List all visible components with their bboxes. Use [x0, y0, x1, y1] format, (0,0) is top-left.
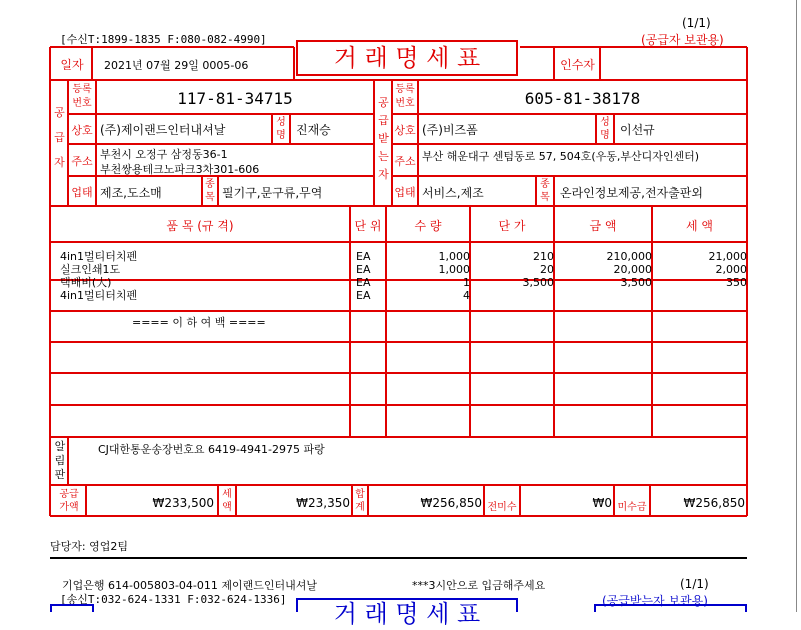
table-row-item: 택배비(大) — [60, 276, 112, 289]
table-row-tax: 350 — [726, 276, 747, 289]
supplier-item-label: 종 목 — [205, 179, 215, 203]
buyer-ceo-label: 성 명 — [600, 117, 610, 141]
buyer-reg-label: 등록 번호 — [395, 84, 415, 109]
second-form-box-right — [594, 604, 747, 612]
supplier-reg-label: 등록 번호 — [72, 84, 92, 109]
col-header-price: 단 가 — [498, 219, 526, 233]
date-value: 2021년 07월 29일 0005-06 — [104, 59, 249, 72]
col-header-tax: 세 액 — [686, 219, 713, 233]
notice-label: 알 림 판 — [54, 440, 66, 481]
table-row-qty: 1,000 — [438, 263, 470, 276]
supplier-reg-no: 117-81-34715 — [177, 89, 293, 108]
doc-title: 거 래 명 세 표 — [296, 40, 518, 76]
prev-value: ₩0 — [592, 496, 612, 510]
supplier-ceo-label: 성 명 — [276, 117, 286, 141]
unpaid-value: ₩256,850 — [683, 496, 745, 510]
buyer-item-label: 종 목 — [540, 179, 550, 203]
supplier-addr-label: 주소 — [71, 155, 93, 168]
table-row-price: 3,500 — [522, 276, 554, 289]
table-row-item: 4in1멀티터치펜 — [60, 289, 138, 302]
copy-label-2: (공급받는자 보관용) — [602, 594, 708, 608]
unpaid-label: 미수금 — [617, 502, 647, 513]
supplier-addr-1: 부천시 오정구 삼정동36-1 — [100, 148, 228, 161]
amount-column — [554, 250, 652, 289]
cut-line — [50, 557, 747, 559]
supply-value: ₩233,500 — [152, 496, 214, 510]
supplier-name-label: 상호 — [71, 124, 93, 137]
supplier-biz: 제조,도소매 — [100, 186, 162, 200]
buyer-name: (주)비즈폼 — [422, 123, 478, 137]
buyer-biz-label: 업태 — [394, 186, 416, 199]
table-row-price: 20 — [540, 263, 554, 276]
supplier-name: (주)제이랜드인터내셔날 — [100, 123, 226, 137]
supply-label: 공급 가액 — [59, 489, 79, 513]
buyer-biz: 서비스,제조 — [422, 186, 484, 200]
doc-title-2-box — [296, 598, 518, 628]
table-row-tax: 2,000 — [715, 263, 747, 276]
table-row-amount: 3,500 — [620, 276, 652, 289]
bank-note: ***3시안으로 입금해주세요 — [412, 579, 546, 592]
buyer-ceo: 이선규 — [620, 123, 655, 137]
table-row-qty: 1,000 — [438, 250, 470, 263]
table-row-price: 210 — [533, 250, 554, 263]
supplier-biz-label: 업태 — [71, 186, 93, 199]
end-marker: ==== 이 하 여 백 ==== — [132, 316, 266, 329]
second-form-box-left — [50, 604, 94, 612]
col-header-amount: 금 액 — [589, 219, 617, 233]
qty-column — [386, 250, 470, 302]
notice-text: CJ대한통운송장번호요 6419-4941-2975 파랑 — [98, 443, 325, 456]
buyer-side-label: 공 급 받 는 자 — [378, 96, 389, 181]
doc-title-2: 거 래 명 세 표 — [333, 600, 481, 628]
manager: 담당자: 영업2팀 — [50, 540, 128, 553]
table-row-qty: 1 — [463, 276, 470, 289]
fax-line: [수신T:1899-1835 F:080-082-4990] — [60, 33, 267, 46]
table-row-unit: EA — [356, 263, 371, 276]
supplier-side-label: 공 급 자 — [54, 106, 65, 169]
fax-line-2: [송신T:032-624-1331 F:032-624-1336] — [60, 593, 287, 606]
table-row-unit: EA — [356, 250, 371, 263]
page-number: (1/1) — [682, 16, 711, 30]
sum-label: 합 계 — [355, 489, 365, 513]
table-row-amount: 210,000 — [606, 250, 652, 263]
recipient-label: 인수자 — [560, 58, 595, 72]
tax-value: ₩23,350 — [296, 496, 350, 510]
table-row-amount: 20,000 — [613, 263, 652, 276]
table-row-item: 실크인쇄1도 — [60, 263, 121, 276]
prev-label: 전미수 — [487, 502, 517, 513]
tax-column — [652, 250, 747, 289]
col-header-unit: 단 위 — [354, 219, 382, 233]
price-column — [470, 250, 554, 289]
item-column — [60, 250, 137, 302]
bank-info: 기업은행 614-005803-04-011 제이랜드인터내셔날 — [62, 579, 318, 592]
table-row-unit: EA — [356, 276, 371, 289]
buyer-item: 온라인정보제공,전자출판외 — [560, 186, 703, 200]
buyer-name-label: 상호 — [394, 124, 416, 137]
buyer-reg-no: 605-81-38178 — [524, 89, 641, 108]
table-row-tax: 21,000 — [708, 250, 747, 263]
col-header-qty: 수 량 — [414, 219, 442, 233]
supplier-addr-2: 부천쌍용테크노파크3차301-606 — [100, 163, 260, 176]
table-row-qty: 4 — [463, 289, 470, 302]
buyer-addr-label: 주소 — [394, 155, 416, 168]
buyer-addr: 부산 해운대구 센텀동로 57, 504호(우동,부산디자인센터) — [422, 150, 700, 163]
copy-label: (공급자 보관용) — [641, 33, 724, 47]
col-header-item: 품 목 (규 격) — [166, 219, 234, 233]
supplier-item: 필기구,문구류,무역 — [222, 186, 323, 200]
tax-label: 세 액 — [222, 489, 232, 513]
supplier-ceo: 진재승 — [296, 123, 331, 137]
table-row-item: 4in1멀티터치펜 — [60, 250, 138, 263]
date-label: 일자 — [60, 58, 84, 72]
sum-value: ₩256,850 — [420, 496, 482, 510]
page-number-2: (1/1) — [680, 577, 709, 591]
unit-column — [356, 250, 370, 302]
table-row-unit: EA — [356, 289, 371, 302]
